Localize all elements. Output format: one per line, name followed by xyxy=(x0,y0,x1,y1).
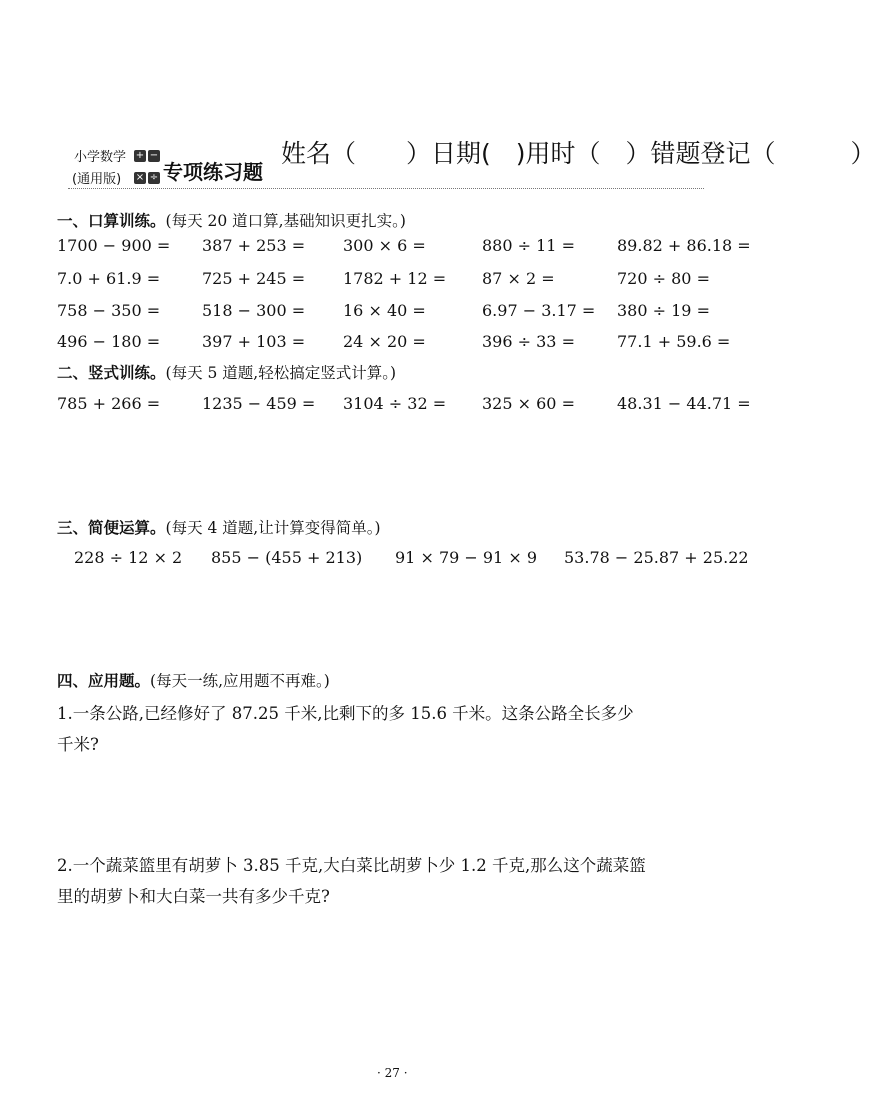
section3-title: 三、简便运算。 xyxy=(57,519,166,537)
divide-icon: ÷ xyxy=(149,172,159,183)
section3-heading xyxy=(57,516,381,538)
question2-line2: 里的胡萝卜和大白菜一共有多少千克? xyxy=(57,887,330,906)
multiply-icon: × xyxy=(135,172,145,183)
question1-line1: 1.一条公路,已经修好了 87.25 千米,比剩下的多 15.6 千米。这条公路全长多少 xyxy=(57,704,634,723)
section3-note: (每天 4 道题,让计算变得简单。) xyxy=(165,519,381,537)
s1-r2-c3: 1782 + 12 = xyxy=(343,269,447,288)
s1-r1-c2: 387 + 253 = xyxy=(202,236,306,255)
s1-r3-c2: 518 − 300 = xyxy=(202,301,306,320)
s1-r2-c1: 7.0 + 61.9 = xyxy=(57,269,161,288)
minus-icon: − xyxy=(149,150,159,161)
s2-item2: 1235 − 459 = xyxy=(202,394,316,413)
s1-r1-c3: 300 × 6 = xyxy=(343,236,426,255)
s1-r3-c4: 6.97 − 3.17 = xyxy=(482,301,596,320)
s1-r4-c4: 396 ÷ 33 = xyxy=(482,332,575,351)
section1-note: (每天 20 道口算,基础知识更扎实。) xyxy=(165,212,406,230)
brand-line1: 小学数学 xyxy=(74,150,127,165)
header-divider xyxy=(68,188,704,189)
section4-title: 四、应用题。 xyxy=(57,672,151,690)
s1-r4-c3: 24 × 20 = xyxy=(343,332,426,351)
brand-line2: (通用版) xyxy=(72,172,122,187)
s1-r4-c5: 77.1 + 59.6 = xyxy=(617,332,731,351)
question1-line2: 千米? xyxy=(57,735,99,754)
s2-item5: 48.31 − 44.71 = xyxy=(617,394,751,413)
section4-note: (每天一练,应用题不再难。) xyxy=(150,672,330,690)
s1-r1-c5: 89.82 + 86.18 = xyxy=(617,236,751,255)
s2-item4: 325 × 60 = xyxy=(482,394,575,413)
s3-item4: 53.78 − 25.87 + 25.22 xyxy=(564,548,749,567)
series-title: 专项练习题 xyxy=(163,160,263,184)
section2-title: 二、竖式训练。 xyxy=(57,364,166,382)
section2-heading xyxy=(57,361,396,383)
s3-item2: 855 − (455 + 213) xyxy=(211,548,363,567)
s1-r2-c5: 720 ÷ 80 = xyxy=(617,269,710,288)
s1-r2-c2: 725 + 245 = xyxy=(202,269,306,288)
plus-icon: + xyxy=(135,150,145,161)
s1-r1-c4: 880 ÷ 11 = xyxy=(482,236,575,255)
s1-r1-c1: 1700 − 900 = xyxy=(57,236,171,255)
section1-heading xyxy=(57,209,406,231)
s1-r3-c3: 16 × 40 = xyxy=(343,301,426,320)
s2-item3: 3104 ÷ 32 = xyxy=(343,394,447,413)
s1-r3-c1: 758 − 350 = xyxy=(57,301,161,320)
s1-r4-c1: 496 − 180 = xyxy=(57,332,161,351)
section1-title: 一、口算训练。 xyxy=(57,212,166,230)
s1-r3-c5: 380 ÷ 19 = xyxy=(617,301,710,320)
s1-r2-c4: 87 × 2 = xyxy=(482,269,555,288)
s1-r4-c2: 397 + 103 = xyxy=(202,332,306,351)
student-info-fields: 姓名（ ）日期( )用时（ ）错题登记（ ） xyxy=(281,139,876,168)
section2-note: (每天 5 道题,轻松搞定竖式计算。) xyxy=(165,364,397,382)
page-number: · 27 · xyxy=(377,1066,408,1080)
section4-heading xyxy=(57,669,330,691)
s3-item3: 91 × 79 − 91 × 9 xyxy=(395,548,537,567)
question2-line1: 2.一个蔬菜篮里有胡萝卜 3.85 千克,大白菜比胡萝卜少 1.2 千克,那么这个蔬菜篮 xyxy=(57,856,646,875)
s2-item1: 785 + 266 = xyxy=(57,394,161,413)
s3-item1: 228 ÷ 12 × 2 xyxy=(74,548,183,567)
